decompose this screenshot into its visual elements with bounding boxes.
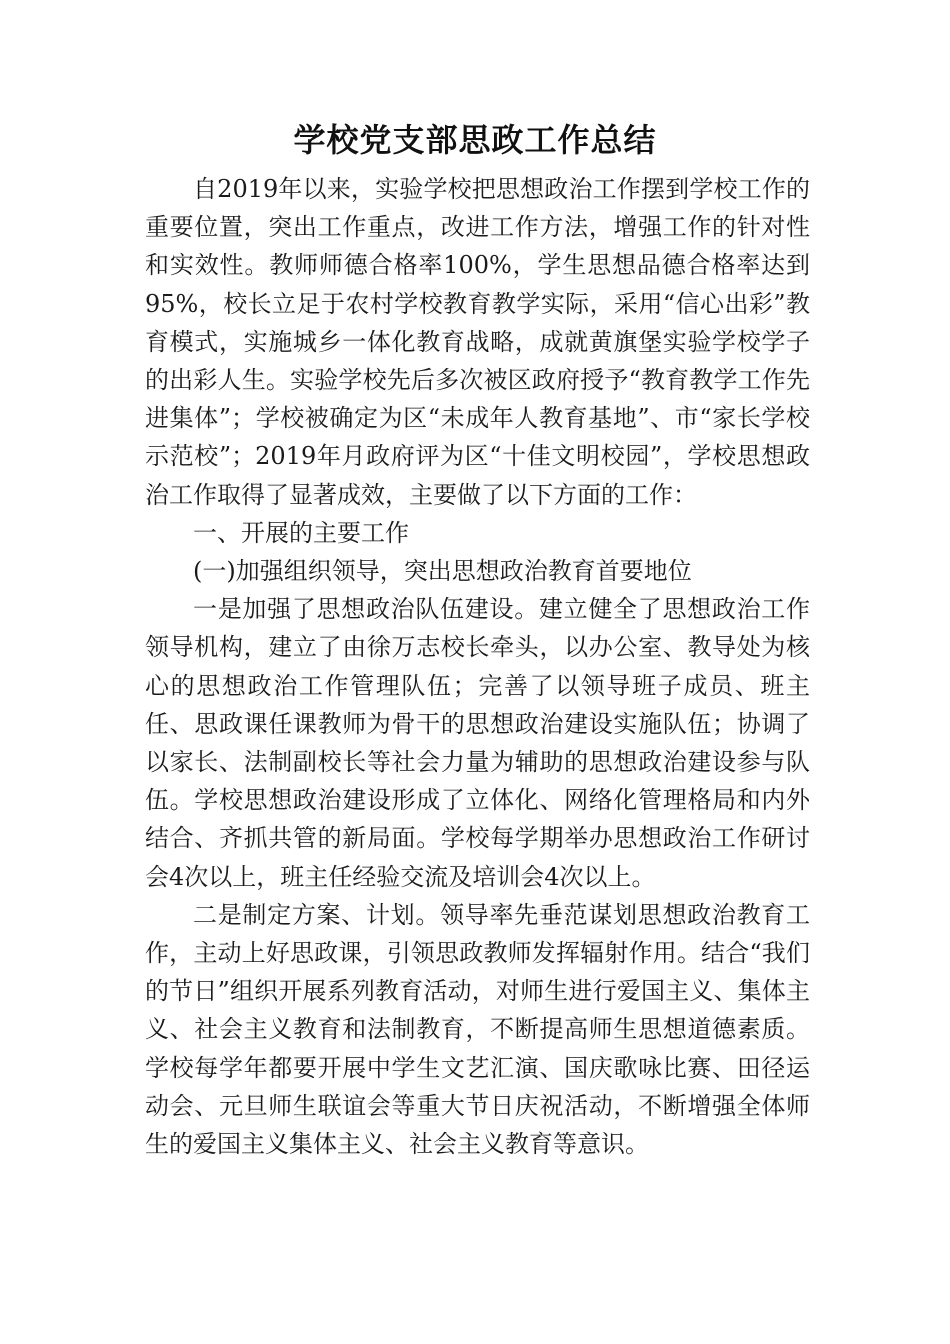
paragraph-plans: 二是制定方案、计划。领导率先垂范谋划思想政治教育工作，主动上好思政课，引领思政教师发挥辐射作用。结合“我们的节日”组织开展系列教育活动，对师生进行爱国主义、集体主义、社会主义教育和法制教育，不断提高师生思想道德素质。学校每学年都要开展中学生文艺汇演、国庆歌咏比赛、田径运动会、元旦师生联谊会等重大节日庆祝活动，不断增强全体师生的爱国主义集体主义、社会主义教育等意识。 bbox=[145, 900, 810, 1159]
section-heading-1: 一、开展的主要工作 bbox=[193, 518, 409, 547]
subsection-heading-1: (一)加强组织领导，突出思想政治教育首要地位 bbox=[193, 557, 692, 586]
document-body bbox=[145, 170, 810, 1163]
paragraph-intro: 自2019年以来，实验学校把思想政治工作摆到学校工作的重要位置，突出工作重点，改进工作方法，增强工作的针对性和实效性。教师师德合格率100%，学生思想品德合格率达到95%，校长立足于农村学校教育教学实际，采用“信心出彩”教育模式，实施城乡一体化教育战略，成就黄旗堡实验学校学子的出彩人生。实验学校先后多次被区政府授予“教育教学工作先进集体”；学校被确定为区“未成年人教育基地”、市“家长学校示范校”；2019年月政府评为区“十佳文明校园”，学校思想政治工作取得了显著成效，主要做了以下方面的工作： bbox=[145, 175, 810, 509]
document-title: 学校党支部思政工作总结 bbox=[293, 121, 657, 159]
paragraph-team-building: 一是加强了思想政治队伍建设。建立健全了思想政治工作领导机构，建立了由徐万志校长牵头，以办公室、教导处为核心的思想政治工作管理队伍；完善了以领导班子成员、班主任、思政课任课教师为骨干的思想政治建设实施队伍；协调了以家长、法制副校长等社会力量为辅助的思想政治建设参与队伍。学校思想政治建设形成了立体化、网络化管理格局和内外结合、齐抓共管的新局面。学校每学期举办思想政治工作研讨会4次以上，班主任经验交流及培训会4次以上。 bbox=[145, 595, 810, 891]
